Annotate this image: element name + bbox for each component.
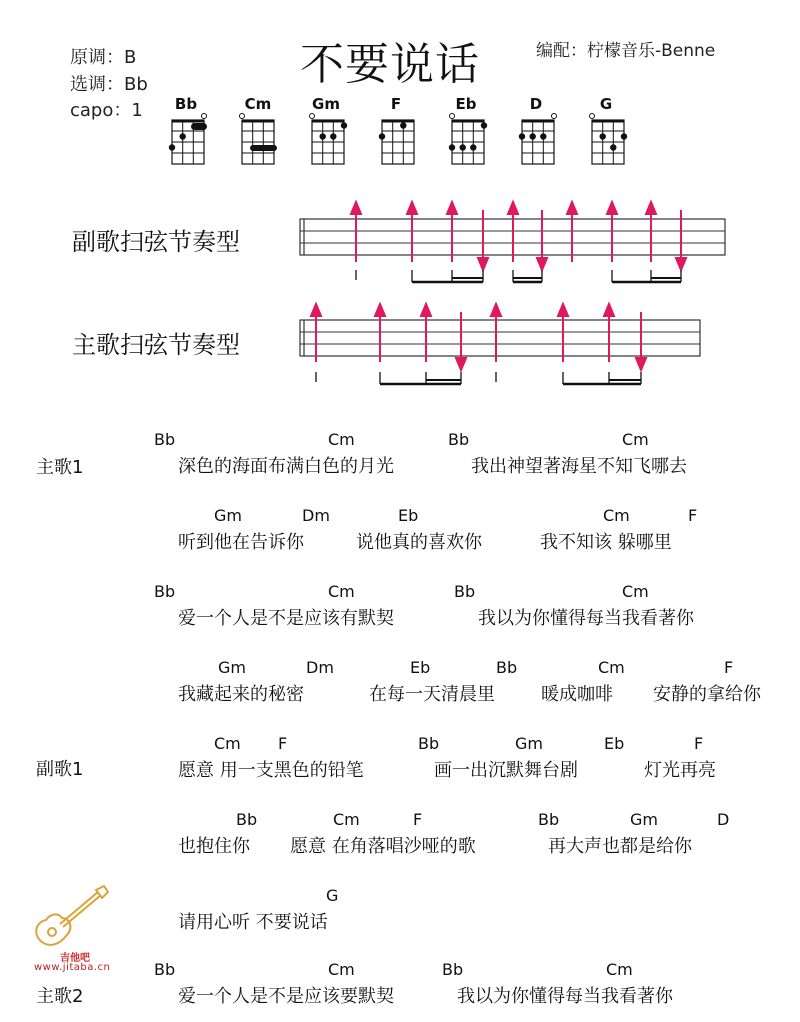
- chord-diagram-gm: [310, 114, 348, 165]
- lyric-line: 我以为你懂得每当我看著你: [478, 608, 694, 629]
- capo-info: capo：1: [70, 100, 143, 121]
- chord-label: F: [694, 734, 704, 753]
- chord-name-g: G: [599, 95, 613, 113]
- chord-label: F: [688, 506, 698, 525]
- chord-label: Bb: [154, 582, 176, 601]
- chord-label: Gm: [515, 734, 543, 753]
- lyric-line: 也抱住你: [178, 836, 250, 857]
- chord-name-d: D: [529, 95, 543, 113]
- lyric-line: 暖成咖啡: [541, 684, 613, 705]
- lyric-line: 爱一个人是不是应该要默契: [178, 986, 394, 1007]
- chord-label: Cm: [333, 810, 360, 829]
- section-verse-1: 主歌1: [36, 457, 84, 478]
- watermark-site: www.jitaba.cn: [34, 962, 111, 973]
- chord-label: Dm: [306, 658, 334, 677]
- lyric-line: 说他真的喜欢你: [356, 532, 482, 553]
- lyric-line: 画一出沉默舞台剧: [434, 760, 578, 781]
- song-title: 不要说话: [300, 39, 480, 90]
- watermark-logo-text: 吉他吧: [60, 953, 90, 964]
- chord-diagram-f: [379, 120, 414, 164]
- section-verse-2: 主歌2: [36, 986, 84, 1007]
- chord-label: Bb: [454, 582, 476, 601]
- chord-label: Bb: [496, 658, 518, 677]
- chord-label: Bb: [442, 960, 464, 979]
- chord-label: Bb: [154, 960, 176, 979]
- chorus-strum-staff: [300, 202, 725, 282]
- lyric-line: 愿意 在角落唱沙哑的歌: [290, 836, 476, 857]
- lyric-line: 安静的拿给你: [653, 684, 761, 705]
- lyric-line: 在每一天清晨里: [369, 684, 495, 705]
- lyric-line: 我以为你懂得每当我看著你: [457, 986, 673, 1007]
- chord-label: F: [413, 810, 423, 829]
- chord-label: Eb: [604, 734, 625, 753]
- chord-diagrams: [0, 0, 800, 180]
- chord-diagram-d: [519, 114, 557, 165]
- strum-patterns: [0, 190, 800, 390]
- lyric-line: 我不知该 躲哪里: [540, 532, 672, 553]
- lyric-line: 灯光再亮: [644, 760, 716, 781]
- lyric-line: 爱一个人是不是应该有默契: [178, 608, 394, 629]
- chord-label: Cm: [328, 960, 355, 979]
- chord-label: Eb: [398, 506, 419, 525]
- chorus-pattern-label: 副歌扫弦节奏型: [72, 228, 240, 256]
- arranger-credit: 编配：柠檬音乐-Benne: [536, 41, 716, 61]
- lyric-line: 听到他在告诉你: [178, 532, 304, 553]
- chord-name-eb: Eb: [455, 95, 477, 113]
- chord-name-bb: Bb: [174, 95, 198, 113]
- section-chorus-1: 副歌1: [36, 759, 84, 780]
- chord-label: Bb: [448, 430, 470, 449]
- chord-label: Cm: [328, 430, 355, 449]
- chord-label: F: [278, 734, 288, 753]
- chord-label: Cm: [603, 506, 630, 525]
- chord-label: Cm: [598, 658, 625, 677]
- chord-label: Cm: [622, 582, 649, 601]
- chord-label: F: [724, 658, 734, 677]
- chord-label: Bb: [418, 734, 440, 753]
- chord-label: Cm: [328, 582, 355, 601]
- lyric-line: 深色的海面布满白色的月光: [178, 456, 394, 477]
- chord-name-cm: Cm: [244, 95, 272, 113]
- lyric-line: 请用心听 不要说话: [178, 912, 328, 933]
- chord-label: Cm: [606, 960, 633, 979]
- chord-diagram-bb: [169, 114, 207, 165]
- chord-label: Gm: [214, 506, 242, 525]
- chord-label: Bb: [236, 810, 258, 829]
- chord-label: Gm: [218, 658, 246, 677]
- chord-label: Gm: [630, 810, 658, 829]
- lyric-line: 愿意 用一支黑色的铅笔: [178, 760, 364, 781]
- chord-diagram-g: [590, 114, 628, 165]
- lyric-line: 我藏起来的秘密: [178, 684, 304, 705]
- verse-pattern-label: 主歌扫弦节奏型: [72, 331, 240, 359]
- chord-name-gm: Gm: [312, 95, 340, 113]
- verse-strum-staff: [300, 304, 700, 384]
- lyric-line: 我出神望著海星不知飞哪去: [471, 456, 687, 477]
- selected-key: 选调：Bb: [70, 74, 148, 95]
- chord-label: Eb: [410, 658, 431, 677]
- chord-label: Cm: [622, 430, 649, 449]
- original-key: 原调：B: [70, 47, 137, 68]
- chord-label: Dm: [302, 506, 330, 525]
- chord-label: Bb: [538, 810, 560, 829]
- chord-label: Cm: [214, 734, 241, 753]
- guitar-logo-icon: [30, 884, 120, 954]
- chord-diagram-eb: [449, 114, 487, 165]
- chord-label: G: [326, 886, 339, 905]
- lyric-line: 再大声也都是给你: [548, 836, 692, 857]
- chord-name-f: F: [390, 95, 402, 113]
- chord-diagram-cm: [240, 114, 278, 165]
- chord-label: D: [717, 810, 730, 829]
- chord-label: Bb: [154, 430, 176, 449]
